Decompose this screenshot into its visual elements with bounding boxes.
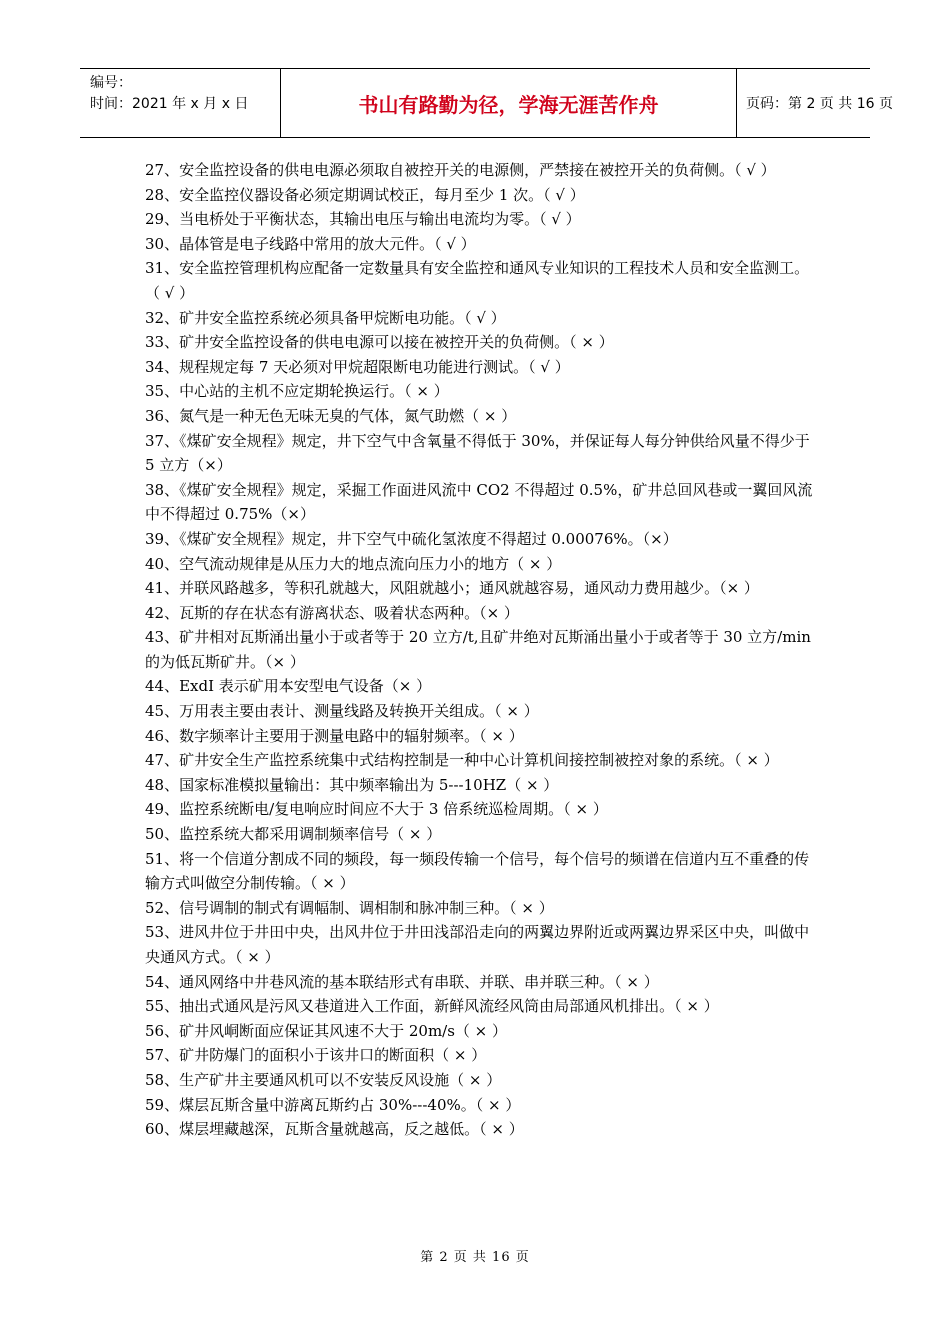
list-item: 29、当电桥处于平衡状态，其输出电压与输出电流均为零。（ √ ） [145,210,581,229]
list-item: 59、煤层瓦斯含量中游离瓦斯约占 30%---40%。（ × ） [145,1095,521,1114]
document-time: 时间：2021 年 x 月 x 日 [90,96,249,112]
header-motto: 书山有路勤为径，学海无涯苦作舟 [280,69,737,137]
list-item: 38、《煤矿安全规程》规定，采掘工作面进风流中 CO2 不得超过 0.5%，矿井总回风巷或一翼回风流中不得超过 0.75%（×） [145,480,813,524]
list-item: 39、《煤矿安全规程》规定，井下空气中硫化氢浓度不得超过 0.00076%。（×） [145,529,678,548]
list-item: 49、监控系统断电/复电响应时间应不大于 3 倍系统巡检周期。（ × ） [145,800,608,819]
question-list [145,158,815,1142]
list-item: 47、矿井安全生产监控系统集中式结构控制是一种中心计算机间接控制被控对象的系统。（ × ） [145,751,779,770]
list-item: 33、矿井安全监控设备的供电电源可以接在被控开关的负荷侧。（ × ） [145,333,614,352]
list-item: 56、矿井风峒断面应保证其风速不大于 20m/s（ × ） [145,1021,508,1040]
list-item: 34、规程规定每 7 天必须对甲烷超限断电功能进行测试。（ √ ） [145,357,570,376]
document-number: 编号： [90,75,132,91]
list-item: 51、将一个信道分割成不同的频段，每一频段传输一个信号，每个信号的频谱在信道内互不重叠的传输方式叫做空分制传输。（ × ） [145,849,810,893]
list-item: 28、安全监控仪器设备必须定期调试校正，每月至少 1 次。（ √ ） [145,185,585,204]
list-item: 40、空气流动规律是从压力大的地点流向压力小的地方（ × ） [145,554,562,573]
list-item: 54、通风网络中井巷风流的基本联结形式有串联、并联、串并联三种。（ × ） [145,972,659,991]
header-page-number: 页码：第 2 页 共 16 页 [746,96,893,112]
list-item: 42、瓦斯的存在状态有游离状态、吸着状态两种。（× ） [145,603,519,622]
list-item: 35、中心站的主机不应定期轮换运行。（ × ） [145,382,449,401]
list-item: 57、矿井防爆门的面积小于该井口的断面积（ × ） [145,1046,487,1065]
list-item: 52、信号调制的制式有调幅制、调相制和脉冲制三种。（ × ） [145,898,554,917]
list-item: 31、安全监控管理机构应配备一定数量具有安全监控和通风专业知识的工程技术人员和安全监测工。（ √ ） [145,259,810,302]
list-item: 44、ExdI 表示矿用本安型电气设备（× ） [145,677,432,696]
list-item: 36、氮气是一种无色无味无臭的气体，氮气助燃（ × ） [145,406,517,425]
list-item: 46、数字频率计主要用于测量电路中的辐射频率。（ × ） [145,726,524,745]
list-item: 43、矿井相对瓦斯涌出量小于或者等于 20 立方/t,且矿井绝对瓦斯涌出量小于或者等于 30 立方/min 的为低瓦斯矿井。（× ） [145,628,811,671]
list-item: 27、安全监控设备的供电电源必须取自被控开关的电源侧，严禁接在被控开关的负荷侧。（ √ ） [145,161,776,179]
list-item: 50、监控系统大都采用调制频率信号（ × ） [145,825,442,844]
list-item: 32、矿井安全监控系统必须具备甲烷断电功能。（ √ ） [145,308,506,327]
header-meta [80,69,280,137]
list-item: 60、煤层埋藏越深，瓦斯含量就越高，反之越低。（ × ） [145,1120,524,1139]
list-item: 30、晶体管是电子线路中常用的放大元件。（ √ ） [145,234,476,253]
page-header [80,68,893,138]
list-item: 58、生产矿井主要通风机可以不安装反风设施（ × ） [145,1070,502,1089]
list-item: 41、并联风路越多，等积孔就越大，风阻就越小；通风就越容易，通风动力费用越少。（× ） [145,579,759,598]
list-item: 48、国家标准模拟量输出：其中频率输出为 5---10HZ（ × ） [145,775,559,794]
page-footer: 第 2 页 共 16 页 [420,1250,530,1265]
list-item: 45、万用表主要由表计、测量线路及转换开关组成。（ × ） [145,702,539,721]
list-item: 37、《煤矿安全规程》规定，井下空气中含氧量不得低于 30%，并保证每人每分钟供给风量不得少于 5 立方（×） [145,431,810,475]
list-item: 55、抽出式通风是污风又巷道进入工作面，新鲜风流经风筒由局部通风机排出。（ × ） [145,997,719,1016]
list-item: 53、进风井位于井田中央，出风井位于井田浅部沿走向的两翼边界附近或两翼边界采区中央，叫做中央通风方式。（ × ） [145,923,810,966]
